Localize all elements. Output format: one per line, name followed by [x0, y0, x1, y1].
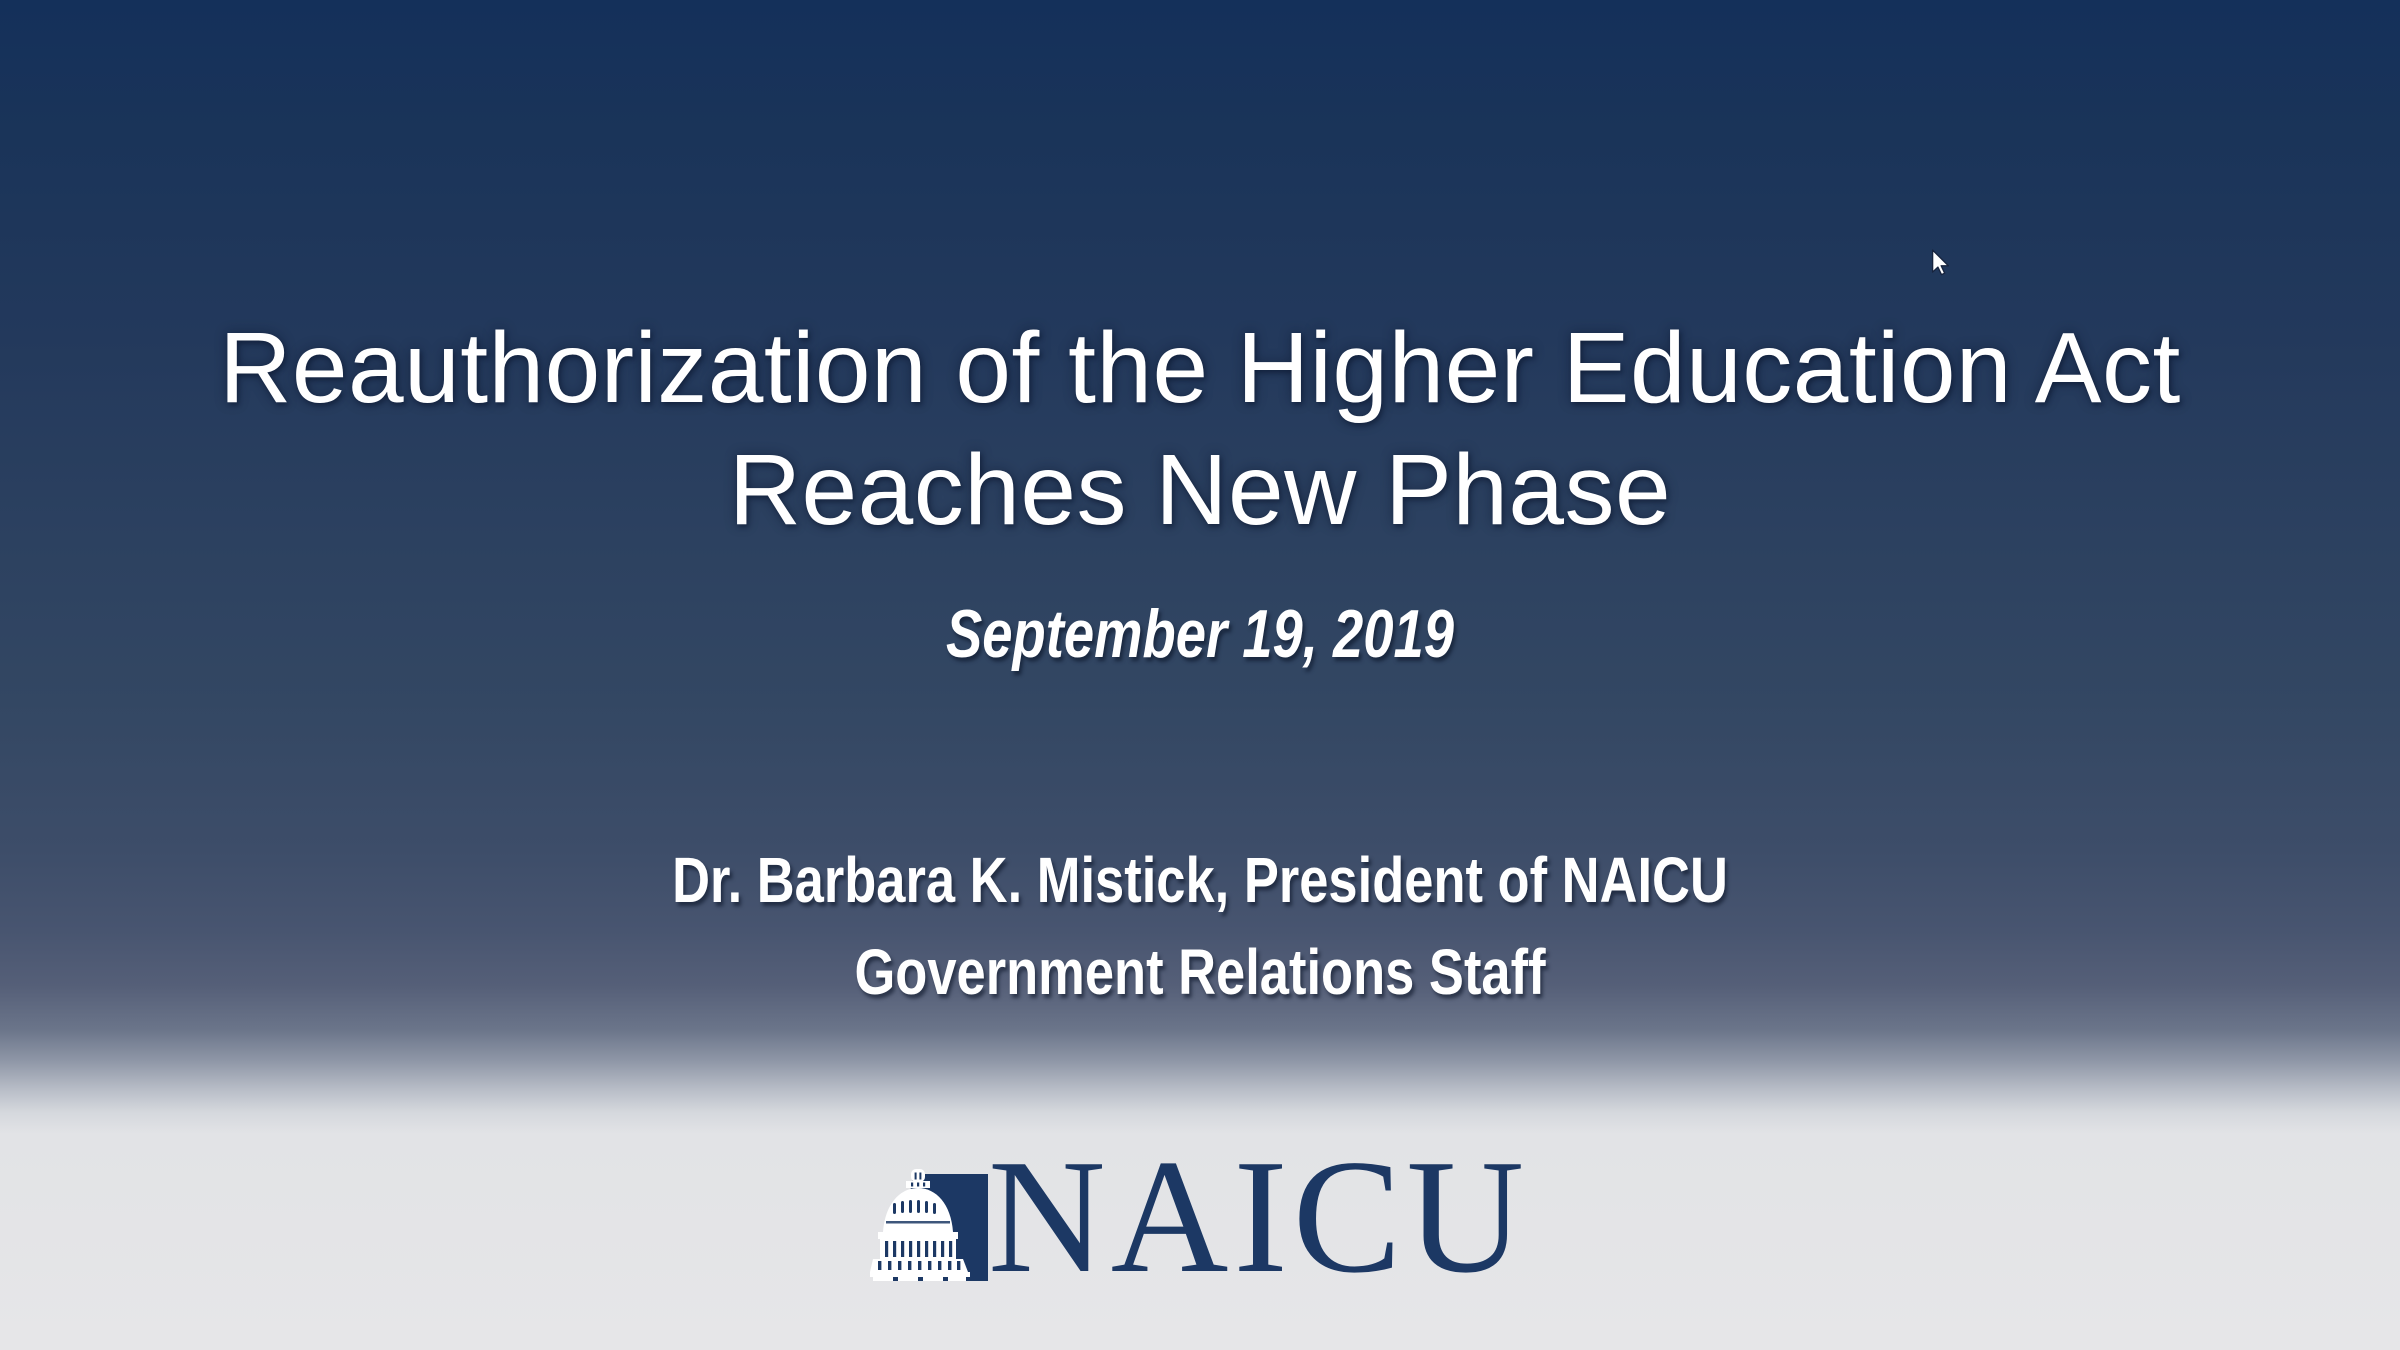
slide-title: [0, 307, 2400, 551]
slide-title-line2: Reaches New Phase: [728, 434, 1672, 546]
slide-title-line1: Reauthorization of the Higher Education Act: [219, 312, 2181, 424]
presenter-name: Dr. Barbara K. Mistick, President of NAICU: [672, 844, 1728, 916]
capitol-dome-icon: [870, 1168, 990, 1284]
slide-date: September 19, 2019: [945, 596, 1455, 672]
mouse-cursor-icon: [1931, 249, 1950, 276]
presenter-group: Government Relations Staff: [854, 936, 1546, 1008]
naicu-logo-text: NAICU: [988, 1127, 1530, 1307]
